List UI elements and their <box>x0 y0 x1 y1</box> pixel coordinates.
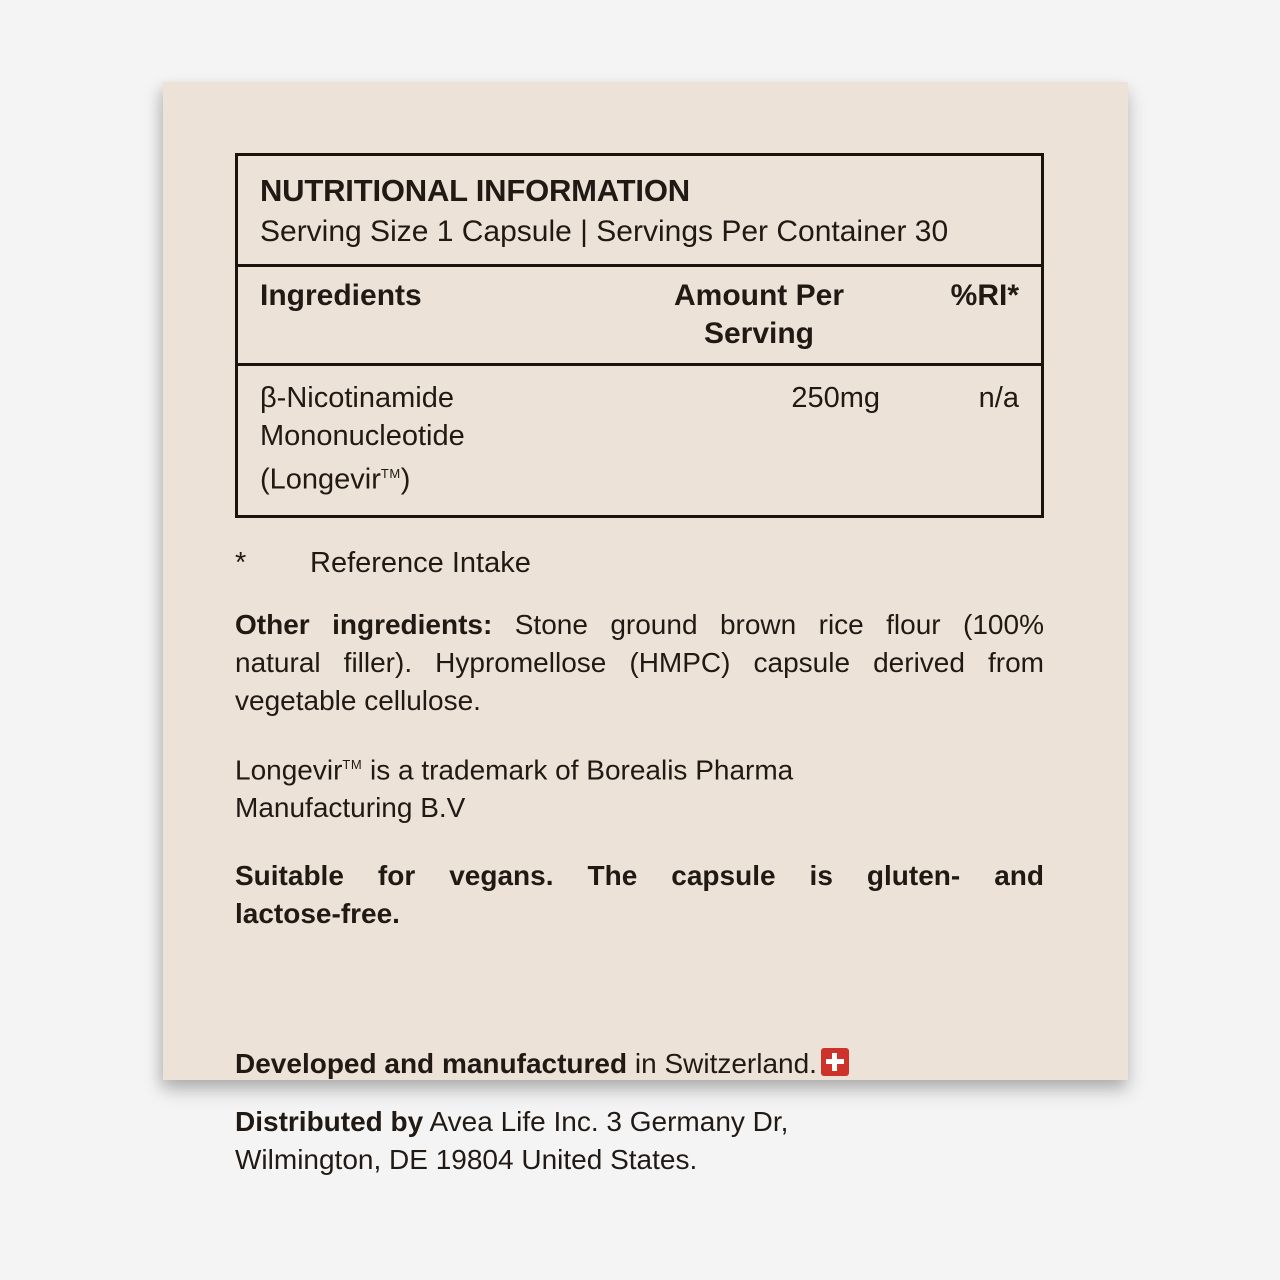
vegan-line1: Suitable for vegans. The capsule is gluten- and <box>235 859 1044 891</box>
trademark-symbol: TM <box>380 466 401 481</box>
table-column-headers <box>238 264 1041 363</box>
vegan-statement <box>235 857 1044 933</box>
table-header <box>238 156 1041 264</box>
manufactured-rest-text: in Switzerland. <box>627 1047 817 1079</box>
column-header-ingredients: Ingredients <box>260 279 422 312</box>
label-content <box>235 153 1044 1179</box>
nutrition-label-card <box>163 82 1128 1175</box>
distributor-statement <box>235 1103 1044 1179</box>
ingredient-name-line2: (Longevir™) <box>260 463 411 496</box>
ingredient-name <box>260 379 634 499</box>
nutrition-table <box>235 153 1044 518</box>
column-header-ri: %RI* <box>950 279 1019 312</box>
other-ingredients-line1: Other ingredients: Stone ground brown rice flour (100% <box>235 608 1044 640</box>
ingredient-ri-value: n/a <box>978 382 1019 414</box>
column-header-amount-per-serving: Amount Per Serving <box>673 279 844 350</box>
other-ingredients-line3: vegetable cellulose. <box>235 684 481 716</box>
vegan-line2: lactose-free. <box>235 897 400 929</box>
footnote-asterisk: * <box>235 546 247 579</box>
ingredient-amount: 250mg <box>791 382 880 414</box>
manufactured-bold-text: Developed and manufactured <box>235 1047 628 1079</box>
swiss-flag-icon <box>821 1048 849 1076</box>
other-ingredients-paragraph <box>235 606 1044 720</box>
trademark-symbol: TM <box>342 756 363 772</box>
trademark-line1: Longevir™ is a trademark of Borealis Pharma <box>235 753 794 785</box>
distributor-line2: Wilmington, DE 19804 United States. <box>235 1143 698 1175</box>
trademark-line2: Manufacturing B.V <box>235 791 466 823</box>
footnote-text: Reference Intake <box>310 546 531 579</box>
manufactured-statement <box>235 1045 1044 1083</box>
table-row <box>238 363 1041 515</box>
ingredient-name-line1: β-Nicotinamide Mononucleotide <box>260 382 465 452</box>
table-title: NUTRITIONAL INFORMATION <box>260 173 690 208</box>
other-ingredients-line2: natural filler). Hypromellose (HMPC) capsule derived from <box>235 646 1044 678</box>
reference-intake-footnote <box>235 544 1044 582</box>
serving-info: Serving Size 1 Capsule | Servings Per Container 30 <box>260 215 949 248</box>
distributor-line1: Distributed by Avea Life Inc. 3 Germany Dr, <box>235 1105 789 1137</box>
trademark-notice <box>235 746 1044 827</box>
